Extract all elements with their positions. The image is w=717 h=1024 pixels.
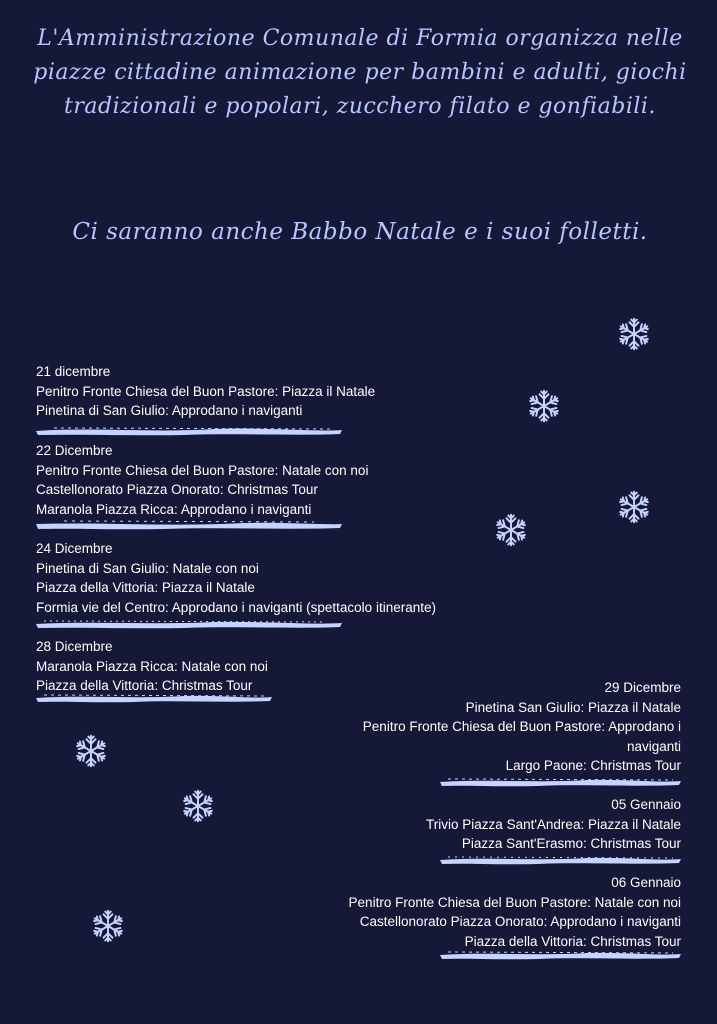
schedule-event: Trivio Piazza Sant'Andrea: Piazza il Natale: [426, 816, 681, 832]
schedule-day-22-dicembre: [36, 441, 368, 519]
snowflake-icon: [616, 316, 652, 352]
schedule-event: Castellonorato Piazza Onorato: Approdano i naviganti: [359, 914, 681, 929]
schedule-date: 29 Dicembre: [604, 680, 681, 695]
schedule-event: Piazza della Vittoria: Piazza il Natale: [36, 580, 255, 595]
snowflake-icon: [73, 733, 109, 769]
schedule-event: Pinetina di San Giulio: Approdano i naviganti: [36, 403, 303, 418]
schedule-event: Piazza della Vittoria: Christmas Tour: [36, 678, 253, 693]
brush-stroke-divider: [34, 424, 344, 438]
brush-stroke-divider: [438, 853, 683, 867]
schedule-event: Penitro Fronte Chiesa del Buon Pastore: Piazza il Natale: [36, 383, 376, 399]
snowflake-icon: [526, 388, 562, 424]
schedule-event: Penitro Fronte Chiesa del Buon Pastore: Approdano i naviganti: [362, 719, 681, 754]
schedule-event: Penitro Fronte Chiesa del Buon Pastore: Natale con noi: [36, 462, 369, 478]
snowflake-icon: [180, 788, 216, 824]
snowflake-icon: [616, 489, 652, 525]
schedule-event: Castellonorato Piazza Onorato: Christmas Tour: [36, 482, 318, 497]
schedule-event: Maranola Piazza Ricca: Approdano i naviganti: [36, 501, 312, 517]
schedule-date: 22 Dicembre: [36, 443, 113, 458]
schedule-event: Penitro Fronte Chiesa del Buon Pastore: Natale con noi: [348, 894, 681, 910]
schedule-date: 24 Dicembre: [36, 541, 113, 556]
brush-stroke-divider: [34, 691, 274, 705]
schedule-event: Piazza Sant'Erasmo: Christmas Tour: [461, 836, 681, 851]
brush-stroke-divider: [34, 518, 344, 532]
schedule-event: Maranola Piazza Ricca: Natale con noi: [36, 658, 268, 674]
brush-stroke-divider: [34, 617, 344, 631]
schedule-date: 05 Gennaio: [611, 797, 681, 812]
schedule-day-06-gennaio: [349, 873, 681, 951]
schedule-date: 21 dicembre: [36, 364, 111, 379]
schedule-event: Formia vie del Centro: Approdano i naviganti (spettacolo itinerante): [36, 599, 436, 615]
brush-stroke-divider: [438, 948, 683, 962]
schedule-event: Largo Paone: Christmas Tour: [505, 758, 681, 773]
snowflake-icon: [90, 908, 126, 944]
schedule-event: Piazza della Vittoria: Christmas Tour: [464, 933, 681, 949]
schedule-date: 28 Dicembre: [36, 639, 113, 654]
schedule-day-28-dicembre: [36, 637, 268, 696]
schedule-date: 06 Gennaio: [611, 875, 681, 890]
brush-stroke-divider: [438, 775, 683, 789]
snowflake-icon: [493, 512, 529, 548]
schedule-day-05-gennaio: [426, 795, 681, 854]
intro-paragraph: L'Amministrazione Comunale di Formia organizza nelle piazze cittadine animazione per bambini e adulti, giochi tradizionali e popolari, zucchero filato e gonfiabili.: [33, 26, 687, 119]
schedule-day-24-dicembre: [36, 539, 436, 617]
schedule-event: Pinetina San Giulio: Piazza il Natale: [465, 699, 681, 715]
intro-santa-line: Ci saranno anche Babbo Natale e i suoi folletti.: [72, 219, 648, 245]
schedule-day-29-dicembre: [321, 678, 681, 776]
schedule-day-21-dicembre: [36, 362, 375, 421]
schedule-event: Pinetina di San Giulio: Natale con noi: [36, 560, 259, 576]
